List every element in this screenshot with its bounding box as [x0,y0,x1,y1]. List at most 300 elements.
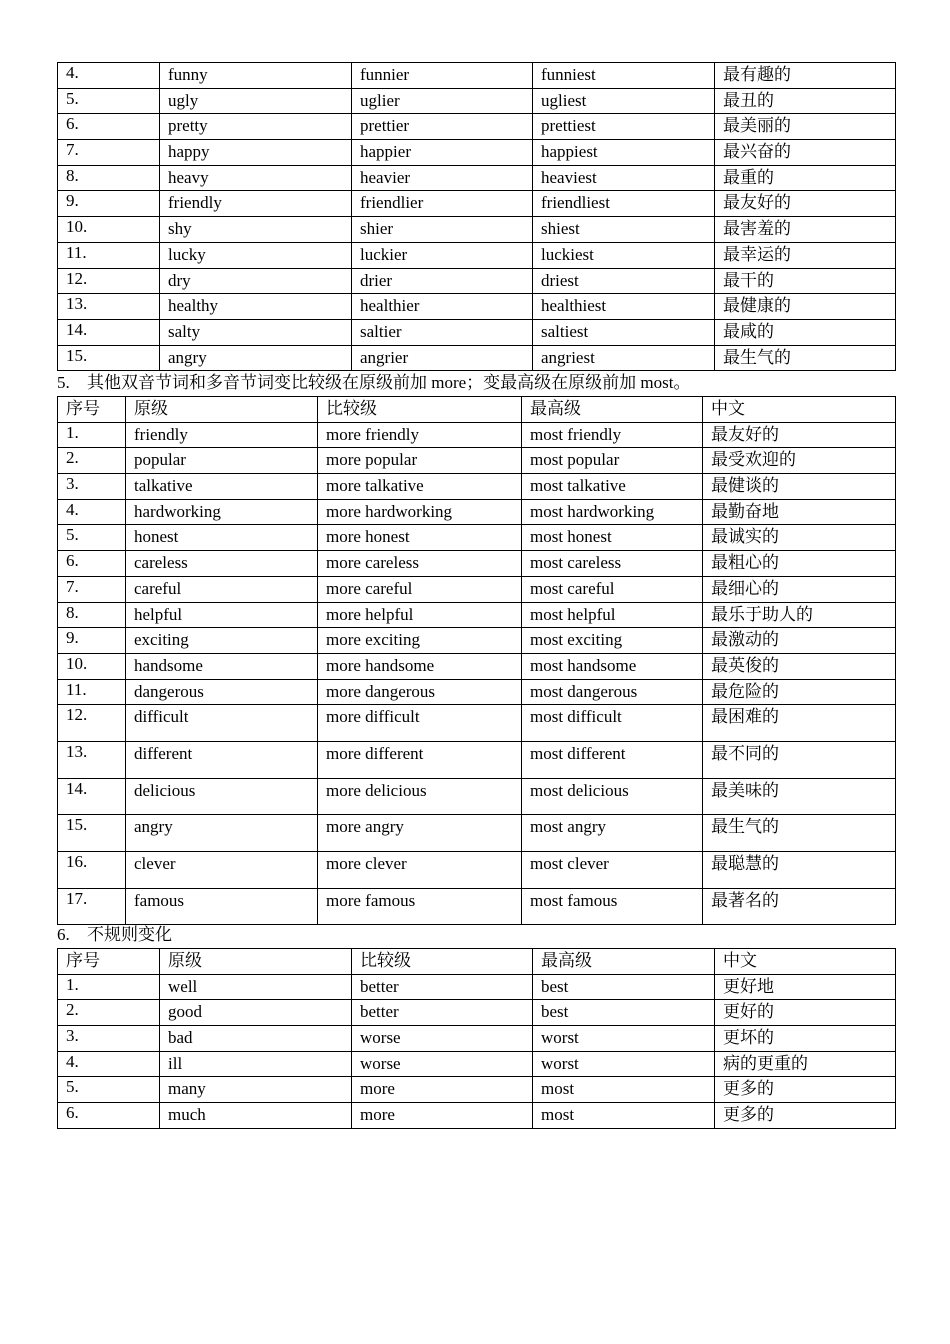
cell-comparative [318,422,522,448]
cell-comparative-text: more helpful [326,604,414,624]
cell-number-text: 4. [66,1051,79,1071]
cell-superlative [533,268,715,294]
cell-base-form [160,1026,352,1052]
cell-comparative-text: more difficult [326,707,420,727]
cell-comparative [352,165,533,191]
cell-number [58,242,160,268]
header-cell: 最高级 [533,949,715,975]
cell-base-form-text: bad [168,1028,193,1048]
cell-superlative-text: most honest [530,527,612,547]
cell-base-form [160,345,352,371]
cell-number-text: 8. [66,602,79,622]
cell-base-form-text: good [168,1002,202,1022]
cell-superlative-text: most talkative [530,476,626,496]
cell-superlative-text: most different [530,743,626,763]
cell-comparative-text: worse [360,1028,401,1048]
cell-superlative-text: most careful [530,578,615,598]
cell-chinese-text: 最干的 [723,270,774,290]
cell-number [58,815,126,852]
cell-number [58,1000,160,1026]
cell-number [58,888,126,925]
cell-comparative-text: saltier [360,321,402,341]
table-row [58,114,896,140]
cell-base-form [126,679,318,705]
cell-base-form-text: clever [134,854,176,873]
cell-comparative [318,551,522,577]
cell-comparative [318,852,522,889]
cell-number [58,88,160,114]
cell-base-form-text: salty [168,321,201,341]
cell-superlative-text: happiest [541,142,598,162]
table-row [58,852,896,889]
cell-comparative-text: more honest [326,527,410,547]
cell-comparative-text: uglier [360,90,400,110]
cell-comparative [318,628,522,654]
cell-base-form [126,474,318,500]
cell-comparative [318,679,522,705]
cell-base-form [126,705,318,742]
cell-superlative-text: most handsome [530,655,637,675]
cell-superlative [533,974,715,1000]
cell-number [58,1051,160,1077]
cell-comparative-text: shier [360,219,394,239]
cell-chinese [715,345,896,371]
cell-number [58,525,126,551]
cell-base-form [126,576,318,602]
table-row [58,319,896,345]
cell-number [58,499,126,525]
cell-comparative [352,63,533,89]
cell-chinese [703,576,896,602]
cell-chinese [703,602,896,628]
table-row [58,88,896,114]
cell-base-form [160,1103,352,1129]
cell-chinese-text: 病的更重的 [723,1053,808,1073]
cell-number [58,140,160,166]
table-row [58,140,896,166]
cell-superlative [533,1077,715,1103]
cell-base-form-text: helpful [134,604,183,624]
cell-comparative-text: happier [360,142,411,162]
cell-superlative-text: most [541,1105,575,1125]
header-cell: 中文 [703,397,896,423]
cell-number-text: 4. [66,499,79,519]
cell-base-form-text: well [168,976,198,996]
cell-chinese-text: 最美味的 [711,780,779,800]
cell-comparative-text: worse [360,1053,401,1073]
cell-number [58,852,126,889]
cell-superlative-text: most helpful [530,604,616,624]
cell-number-text: 12. [66,705,88,725]
table-row [58,242,896,268]
cell-chinese [703,778,896,815]
cell-comparative-text: more different [326,743,424,763]
cell-chinese [715,1077,896,1103]
cell-superlative-text: healthiest [541,296,607,316]
cell-superlative-text: most dangerous [530,681,638,701]
cell-comparative-text: more [360,1079,395,1099]
cell-chinese [715,217,896,243]
cell-comparative [318,778,522,815]
cell-comparative [352,191,533,217]
cell-chinese-text: 更多的 [723,1079,774,1099]
cell-number-text: 8. [66,165,79,185]
cell-chinese [715,1000,896,1026]
cell-comparative [318,741,522,778]
cell-superlative-text: most clever [530,854,609,873]
cell-superlative [522,576,703,602]
cell-chinese-text: 最聪慧的 [711,854,779,873]
cell-number [58,679,126,705]
cell-base-form [126,602,318,628]
cell-base-form [126,499,318,525]
cell-comparative [352,88,533,114]
cell-base-form-text: careless [134,553,188,573]
cell-base-form [160,114,352,140]
cell-number [58,705,126,742]
cell-superlative-text: most delicious [530,780,629,800]
cell-chinese-text: 更好的 [723,1002,774,1022]
cell-comparative [352,1103,533,1129]
cell-comparative-text: more exciting [326,630,420,650]
table-row [58,888,896,925]
table-row [58,422,896,448]
table-row [58,974,896,1000]
cell-comparative-text: drier [360,270,393,290]
cell-comparative [318,815,522,852]
cell-number [58,165,160,191]
table-row [58,525,896,551]
cell-superlative-text: most [541,1079,575,1099]
cell-superlative-text: most careless [530,553,622,573]
cell-chinese-text: 最困难的 [711,707,779,727]
cell-superlative [533,114,715,140]
cell-chinese-text: 最勤奋地 [711,501,779,521]
cell-number [58,551,126,577]
cell-superlative-text: best [541,976,569,996]
cell-comparative [352,1077,533,1103]
cell-chinese [715,294,896,320]
table-row [58,1077,896,1103]
cell-comparative-text: more hardworking [326,501,453,521]
cell-number [58,448,126,474]
comparison-table-more-most [57,396,896,925]
cell-number-text: 11. [66,679,87,699]
cell-number [58,474,126,500]
table-row [58,778,896,815]
cell-superlative [522,422,703,448]
header-cell: 序号 [58,397,126,423]
cell-number [58,628,126,654]
cell-number-text: 6. [66,1103,79,1123]
cell-superlative [522,679,703,705]
cell-number-text: 14. [66,778,88,798]
cell-number-text: 9. [66,628,79,648]
cell-comparative [352,140,533,166]
cell-number [58,294,160,320]
cell-chinese [715,1026,896,1052]
cell-superlative-text: most famous [530,890,618,910]
cell-number [58,653,126,679]
section-title: 其他双音节词和多音节词变比较级在原级前加 more；变最高级在原级前加 most。 [87,373,691,392]
cell-chinese-text: 最兴奋的 [723,142,791,162]
cell-chinese-text: 更多的 [723,1105,774,1125]
cell-chinese [715,140,896,166]
cell-number [58,191,160,217]
cell-chinese-text: 最有趣的 [723,65,791,84]
cell-chinese [715,974,896,1000]
cell-comparative-text: heavier [360,167,411,187]
cell-number [58,1103,160,1129]
header-cell: 比较级 [318,397,522,423]
cell-chinese-text: 最友好的 [711,424,779,444]
cell-superlative [533,88,715,114]
cell-number-text: 5. [66,1077,79,1097]
cell-superlative [533,165,715,191]
cell-base-form [126,525,318,551]
cell-comparative [352,1026,533,1052]
cell-number-text: 5. [66,88,79,108]
cell-base-form [160,1077,352,1103]
cell-comparative-text: more popular [326,450,418,470]
cell-superlative-text: most angry [530,817,607,837]
cell-comparative-text: healthier [360,296,420,316]
cell-chinese-text: 最咸的 [723,321,774,341]
cell-comparative [352,1000,533,1026]
cell-number-text: 5. [66,525,79,545]
cell-comparative-text: more careless [326,553,419,573]
cell-chinese [715,242,896,268]
table-row [58,63,896,89]
cell-chinese-text: 最美丽的 [723,116,791,136]
cell-chinese [703,499,896,525]
cell-number-text: 13. [66,741,88,761]
cell-base-form-text: handsome [134,655,203,675]
cell-base-form-text: pretty [168,116,208,136]
cell-base-form [126,653,318,679]
table-row [58,1103,896,1129]
cell-comparative-text: more angry [326,817,404,837]
cell-chinese-text: 最生气的 [723,347,791,367]
cell-number [58,319,160,345]
table-row [58,345,896,371]
cell-number [58,1077,160,1103]
cell-base-form-text: ugly [168,90,199,110]
cell-superlative-text: ugliest [541,90,587,110]
cell-number [58,268,160,294]
section-number: 5. [57,373,70,392]
cell-base-form [126,551,318,577]
cell-superlative [522,474,703,500]
cell-superlative [533,1026,715,1052]
cell-superlative [533,1051,715,1077]
cell-number-text: 7. [66,140,79,160]
cell-comparative [352,242,533,268]
cell-chinese [715,191,896,217]
cell-comparative [318,474,522,500]
section-number: 6. [57,925,70,944]
cell-superlative-text: luckiest [541,244,594,264]
cell-base-form [160,1000,352,1026]
cell-number [58,778,126,815]
header-cell: 比较级 [352,949,533,975]
cell-base-form [126,628,318,654]
cell-comparative-text: better [360,976,399,996]
cell-number-text: 3. [66,474,79,494]
cell-base-form-text: angry [168,347,207,367]
cell-comparative [352,345,533,371]
cell-base-form-text: healthy [168,296,219,316]
cell-base-form [160,268,352,294]
cell-comparative [352,217,533,243]
cell-base-form-text: lucky [168,244,206,264]
cell-base-form [160,1051,352,1077]
cell-base-form-text: angry [134,817,173,837]
cell-superlative [522,499,703,525]
table-row [58,679,896,705]
cell-superlative [533,1000,715,1026]
cell-chinese [703,679,896,705]
cell-superlative-text: most exciting [530,630,623,650]
cell-number [58,1026,160,1052]
table-row [58,741,896,778]
cell-number-text: 14. [66,319,88,339]
cell-superlative-text: most popular [530,450,620,470]
cell-superlative-text: funniest [541,65,596,84]
cell-number [58,63,160,89]
cell-chinese-text: 最英俊的 [711,655,779,675]
comparison-table-y-ending [57,62,896,371]
cell-superlative-text: best [541,1002,569,1022]
cell-base-form-text: happy [168,142,210,162]
cell-superlative-text: most friendly [530,424,622,444]
cell-comparative [318,705,522,742]
cell-chinese [703,422,896,448]
cell-comparative-text: more clever [326,854,407,873]
cell-superlative-text: worst [541,1028,579,1048]
cell-number-text: 11. [66,242,87,262]
cell-base-form-text: ill [168,1053,183,1073]
header-cell: 中文 [715,949,896,975]
cell-comparative [318,653,522,679]
cell-number-text: 12. [66,268,88,288]
cell-base-form-text: delicious [134,780,196,800]
header-row [58,949,896,975]
cell-number-text: 15. [66,345,88,365]
cell-chinese [715,319,896,345]
table-row [58,191,896,217]
table-row [58,448,896,474]
cell-chinese [703,628,896,654]
cell-number-text: 7. [66,576,79,596]
cell-chinese-text: 最粗心的 [711,553,779,573]
cell-chinese [715,165,896,191]
cell-base-form-text: popular [134,450,186,470]
cell-superlative-text: prettiest [541,116,596,136]
cell-base-form-text: dry [168,270,191,290]
cell-superlative [533,140,715,166]
cell-chinese-text: 最激动的 [711,630,779,650]
cell-base-form [160,165,352,191]
cell-comparative [352,268,533,294]
cell-superlative [533,319,715,345]
cell-base-form-text: famous [134,890,185,910]
cell-base-form-text: friendly [168,193,222,213]
cell-superlative [522,525,703,551]
header-row [58,397,896,423]
cell-number [58,114,160,140]
cell-base-form [160,242,352,268]
cell-base-form-text: honest [134,527,179,547]
cell-comparative-text: funnier [360,65,410,84]
cell-comparative [318,448,522,474]
cell-superlative [533,217,715,243]
cell-comparative-text: more dangerous [326,681,436,701]
cell-number [58,345,160,371]
cell-comparative-text: more delicious [326,780,427,800]
cell-comparative [318,525,522,551]
cell-superlative [522,741,703,778]
cell-chinese [703,653,896,679]
cell-base-form [126,888,318,925]
cell-number [58,422,126,448]
cell-base-form [160,319,352,345]
cell-number-text: 1. [66,974,79,994]
section-title: 不规则变化 [87,925,172,944]
table-row [58,1000,896,1026]
cell-superlative-text: angriest [541,347,595,367]
section-6-heading [57,923,172,947]
cell-base-form-text: dangerous [134,681,204,701]
cell-chinese [703,551,896,577]
header-cell: 原级 [160,949,352,975]
cell-number [58,974,160,1000]
cell-chinese-text: 最友好的 [723,193,791,213]
header-cell: 原级 [126,397,318,423]
cell-base-form-text: hardworking [134,501,221,521]
cell-comparative-text: more talkative [326,476,424,496]
cell-number-text: 4. [66,63,79,82]
cell-base-form [126,448,318,474]
cell-chinese [703,448,896,474]
table-row [58,294,896,320]
table-row [58,705,896,742]
comparison-table-irregular [57,948,896,1129]
cell-base-form-text: many [168,1079,206,1099]
cell-superlative-text: shiest [541,219,580,239]
cell-number-text: 9. [66,191,79,211]
cell-chinese-text: 最不同的 [711,743,779,763]
cell-comparative-text: more handsome [326,655,435,675]
cell-number [58,602,126,628]
cell-base-form-text: heavy [168,167,209,187]
cell-comparative-text: more friendly [326,424,419,444]
cell-number-text: 6. [66,551,79,571]
table-row [58,474,896,500]
cell-comparative-text: more famous [326,890,416,910]
table-row [58,499,896,525]
cell-chinese-text: 最生气的 [711,817,779,837]
cell-superlative [522,551,703,577]
cell-comparative-text: more careful [326,578,413,598]
cell-chinese-text: 最重的 [723,167,774,187]
cell-superlative [522,448,703,474]
cell-chinese-text: 最害羞的 [723,219,791,239]
cell-base-form [160,974,352,1000]
cell-comparative-text: better [360,1002,399,1022]
table-row [58,268,896,294]
cell-base-form-text: funny [168,65,208,84]
